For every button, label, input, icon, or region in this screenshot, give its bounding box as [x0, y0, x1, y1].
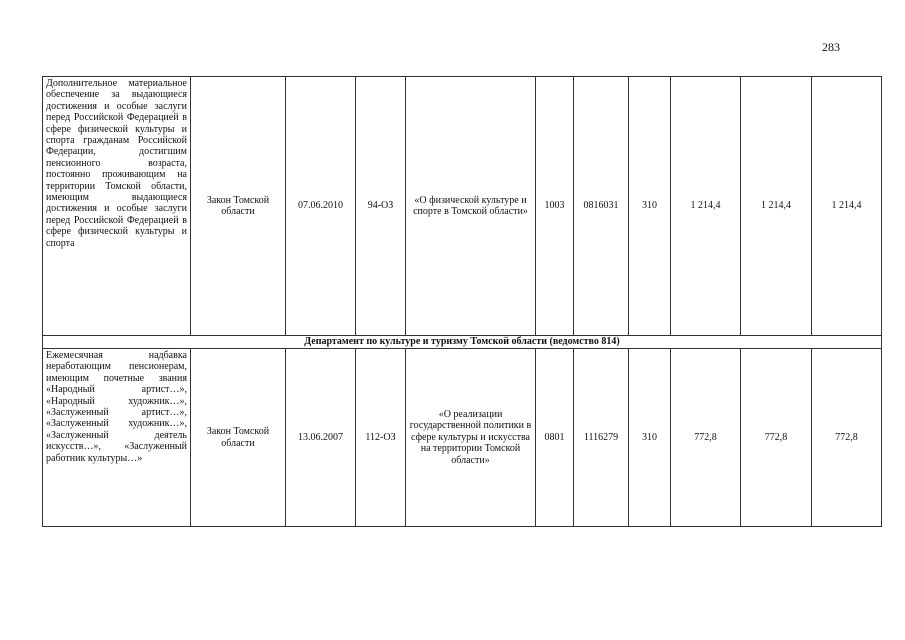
- row-amount-1: 772,8: [671, 349, 741, 527]
- row-law-date: 13.06.2007: [286, 349, 356, 527]
- row-target-code: 0816031: [574, 77, 629, 336]
- section-header-row: [43, 336, 882, 349]
- row-amount-3: 1 214,4: [812, 77, 882, 336]
- row-law-date: 07.06.2010: [286, 77, 356, 336]
- row-amount-1: 1 214,4: [671, 77, 741, 336]
- section-header: Департамент по культуре и туризму Томской области (ведомство 814): [43, 336, 882, 349]
- row-description: Дополнительное материальное обеспечение за выдающиеся достижения и особые заслуги перед Российской Федерацией в сфере физической культуры и спорта гражданам Российской Федерации, достигшим пенсионного возраста, постоянно проживающим на территории Томской области, имеющим выдающиеся достижения и особые заслуги перед Российской Федерацией в сфере физической культуры и спорта: [43, 77, 191, 336]
- row-amount-2: 1 214,4: [741, 77, 812, 336]
- row-law-type: Закон Томской области: [191, 77, 286, 336]
- row-section-code: 1003: [536, 77, 574, 336]
- row-description: Ежемесячная надбавка неработающим пенсионерам, имеющим почетные звания «Народный артист…», «Народный художник…», «Заслуженный артист…», «Заслуженный художник…», «Заслуженный деятель искусств…», «Заслуженный работник культуры…»: [43, 349, 191, 527]
- row-law-type: Закон Томской области: [191, 349, 286, 527]
- row-target-code: 1116279: [574, 349, 629, 527]
- budget-table: [42, 76, 882, 527]
- row-law-title: «О физической культуре и спорте в Томской области»: [406, 77, 536, 336]
- row-amount-2: 772,8: [741, 349, 812, 527]
- row-section-code: 0801: [536, 349, 574, 527]
- row-amount-3: 772,8: [812, 349, 882, 527]
- table-row: [43, 77, 882, 336]
- row-law-number: 94-ОЗ: [356, 77, 406, 336]
- row-expense-code: 310: [629, 349, 671, 527]
- row-law-number: 112-ОЗ: [356, 349, 406, 527]
- page-number: 283: [822, 40, 840, 54]
- table-row: [43, 349, 882, 527]
- row-law-title: «О реализации государственной политики в сфере культуры и искусства на территории Томской области»: [406, 349, 536, 527]
- row-expense-code: 310: [629, 77, 671, 336]
